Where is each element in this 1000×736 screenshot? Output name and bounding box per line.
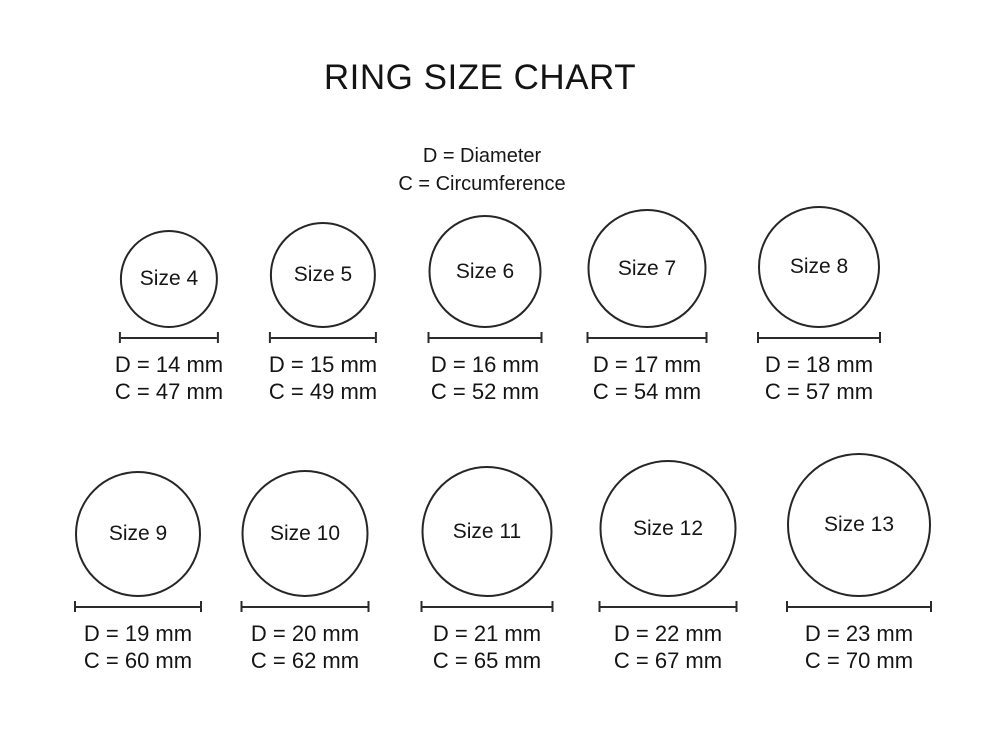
ring-size-label: Size 9 [108, 522, 168, 545]
circumference-text: C = 47 mm [114, 379, 224, 404]
circumference-text: C = 54 mm [592, 379, 702, 404]
diameter-text: D = 14 mm [114, 352, 224, 377]
ring-size-label: Size 5 [293, 263, 353, 286]
legend-circumference: C = Circumference [398, 173, 566, 195]
ring-dimensions [115, 351, 223, 405]
ring-size-4 [115, 230, 223, 405]
circumference-text: C = 70 mm [804, 648, 914, 673]
diameter-measure-line [599, 601, 738, 612]
ring-circle [120, 230, 218, 328]
diameter-text: D = 22 mm [613, 621, 723, 646]
legend [0, 142, 964, 198]
ring-size-9 [74, 471, 202, 674]
ring-size-label: Size 8 [789, 255, 849, 278]
ring-circle [242, 470, 369, 597]
diameter-measure-line [587, 332, 708, 343]
ring-size-11 [421, 466, 554, 674]
diameter-measure-line [119, 332, 219, 343]
ring-size-label: Size 11 [452, 519, 522, 543]
diameter-measure-line [74, 601, 202, 612]
diameter-text: D = 15 mm [268, 352, 378, 377]
ring-size-label: Size 7 [617, 256, 677, 280]
diameter-measure-line [757, 332, 881, 343]
ring-dimensions [805, 620, 913, 674]
diameter-text: D = 20 mm [250, 621, 360, 646]
diameter-text: D = 17 mm [592, 352, 702, 377]
ring-size-13 [786, 453, 932, 674]
diameter-measure-line [241, 601, 370, 612]
circumference-text: C = 67 mm [613, 648, 723, 673]
legend-diameter: D = Diameter [422, 145, 542, 167]
ring-size-6 [428, 215, 543, 405]
ring-circle [75, 471, 201, 597]
diameter-measure-line [269, 332, 377, 343]
ring-dimensions [84, 620, 192, 674]
ring-dimensions [269, 351, 377, 405]
circumference-text: C = 57 mm [764, 379, 874, 404]
ring-dimensions [433, 620, 541, 674]
ring-dimensions [431, 351, 539, 405]
circumference-text: C = 60 mm [83, 648, 193, 673]
diameter-text: D = 19 mm [83, 621, 193, 646]
ring-circle [270, 222, 376, 328]
ring-dimensions [251, 620, 359, 674]
ring-dimensions [593, 351, 701, 405]
circumference-text: C = 62 mm [250, 648, 360, 673]
ring-circle [600, 460, 737, 597]
ring-circle [422, 466, 553, 597]
diameter-text: D = 23 mm [804, 621, 914, 646]
circumference-text: C = 52 mm [430, 379, 540, 404]
circumference-text: C = 49 mm [268, 379, 378, 404]
circumference-text: C = 65 mm [432, 648, 542, 673]
page-title: RING SIZE CHART [323, 58, 637, 97]
diameter-text: D = 18 mm [764, 352, 874, 377]
ring-size-12 [599, 460, 738, 674]
ring-size-label: Size 6 [455, 259, 515, 283]
ring-size-label: Size 13 [823, 513, 895, 536]
ring-circle [758, 206, 880, 328]
ring-size-label: Size 10 [269, 521, 341, 545]
diameter-text: D = 21 mm [432, 621, 542, 646]
ring-circle [429, 215, 542, 328]
ring-size-7 [587, 209, 708, 405]
ring-dimensions [765, 351, 873, 405]
ring-circle [787, 453, 931, 597]
ring-size-label: Size 12 [632, 516, 704, 540]
diameter-measure-line [421, 601, 554, 612]
ring-size-8 [757, 206, 881, 405]
diameter-measure-line [786, 601, 932, 612]
ring-size-10 [241, 470, 370, 674]
ring-dimensions [614, 620, 722, 674]
ring-size-5 [269, 222, 377, 405]
diameter-text: D = 16 mm [430, 352, 540, 377]
ring-circle [588, 209, 707, 328]
diameter-measure-line [428, 332, 543, 343]
ring-size-label: Size 4 [139, 267, 199, 290]
